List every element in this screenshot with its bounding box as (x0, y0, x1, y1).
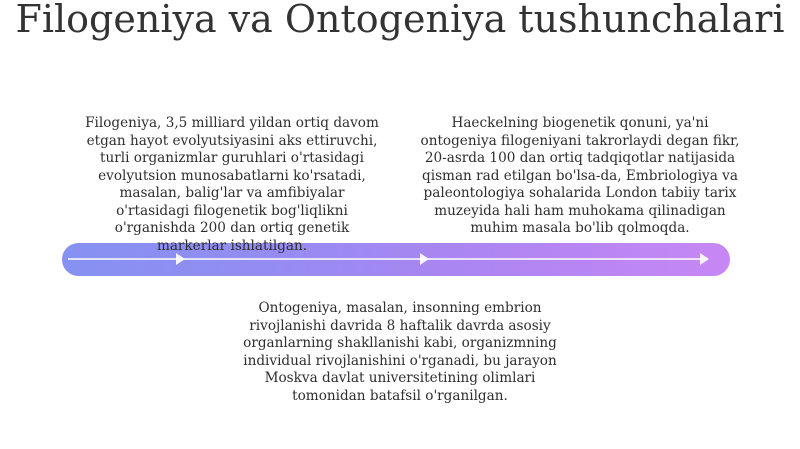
timeline-arrow-icon (420, 253, 429, 265)
timeline-line (68, 258, 708, 260)
timeline-arrow-icon (700, 253, 709, 265)
filogeniya-text: Filogeniya, 3,5 milliard yildan ortiq davom etgan hayot evolyutsiyasini aks ettiruvchi, turli organizmlar guruhlari o'rtasidagi evolyutsion munosabatlarni ko'rsatadi, masalan, balig'lar va amfibiyalar o'rtasidagi filogenetik bog'liqlikni o'rganishda 200 dan ortiq genetik markerlar ishlatilgan. (85, 115, 379, 254)
haeckel-text: Haeckelning biogenetik qonuni, ya'ni ontogeniya filogeniyani takrorlaydi degan fikr, 20-asrda 100 dan ortiq tadqiqotlar natijasida qisman rad etilgan bo'lsa-da, Embriologiya va paleontologiya sohalarida London tabiiy tarix muzeyida hali ham muhokama qilinadigan muhim masala bo'lib qolmoqda. (420, 115, 740, 236)
ontogeniya-text: Ontogeniya, masalan, insonning embrion rivojlanishi davrida 8 haftalik davrda asosiy organlarning shakllanishi kabi, organizmning individual rivojlanishini o'rganadi, bu jarayon Moskva davlat universitetining olimlari tomonidan batafsil o'rganilgan. (243, 300, 557, 404)
slide-title: Filogeniya va Ontogeniya tushunchalari (15, 0, 785, 41)
